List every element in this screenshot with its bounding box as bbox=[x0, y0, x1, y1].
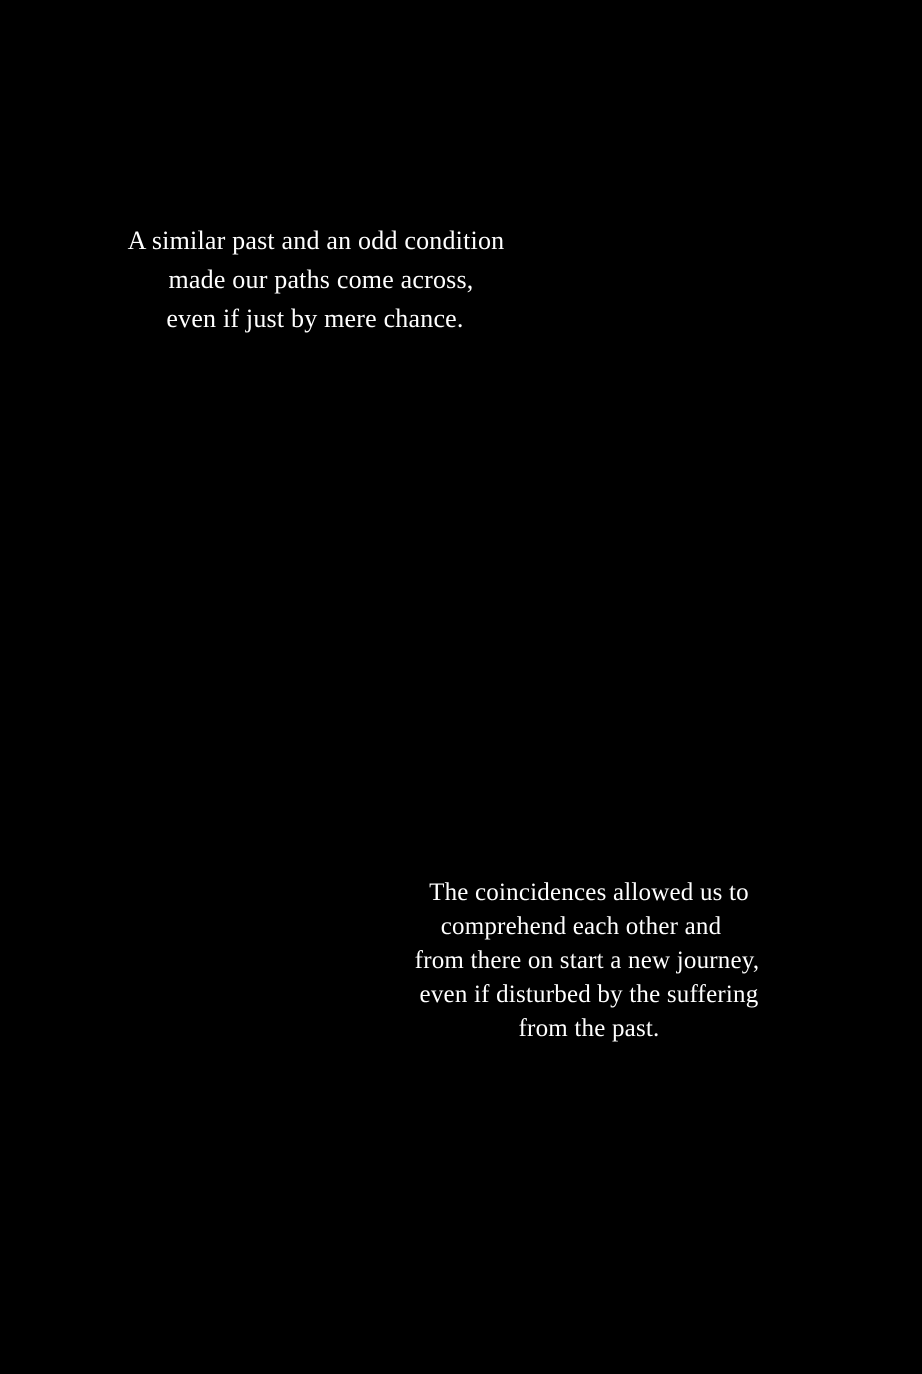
caption-top-line-3: even if just by mere chance. bbox=[166, 304, 464, 333]
caption-bottom-line-2: comprehend each other and bbox=[440, 913, 722, 940]
caption-bottom-line-1: The coincidences allowed us to bbox=[429, 879, 749, 906]
caption-bottom-line-4: even if disturbed by the suffering bbox=[419, 981, 759, 1008]
caption-bottom-line-3: from there on start a new journey, bbox=[414, 947, 760, 974]
caption-bottom-line-5: from the past. bbox=[518, 1015, 660, 1042]
caption-top-line-1: A similar past and an odd condition bbox=[127, 226, 505, 255]
caption-bottom bbox=[372, 876, 802, 1046]
caption-top-line-2: made our paths come across, bbox=[168, 265, 474, 294]
caption-top bbox=[100, 221, 532, 338]
